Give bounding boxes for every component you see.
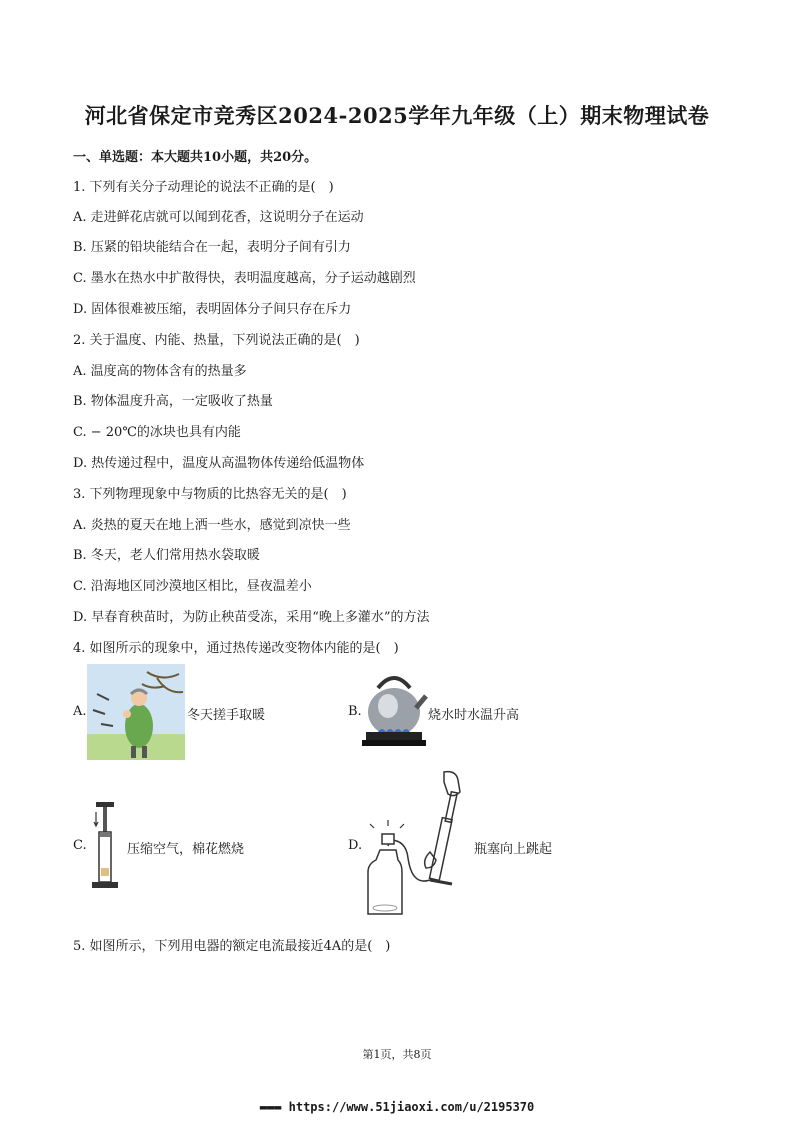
question-4-option-b-letter: B.: [348, 704, 362, 719]
question-5-stem: 5. 如图所示，下列用电器的额定电流最接近4A的是( ): [73, 939, 391, 954]
page-footer: 第1页，共8页: [362, 1048, 432, 1061]
question-2-option-d: D. 热传递过程中，温度从高温物体传递给低温物体: [73, 456, 365, 471]
question-3-option-b: B. 冬天，老人们常用热水袋取暖: [73, 548, 260, 563]
question-1-option-d: D. 固体很难被压缩，表明固体分子间只存在斥力: [73, 302, 352, 317]
exam-title: 河北省保定市竞秀区2024-2025学年九年级（上）期末物理试卷: [84, 103, 710, 128]
question-3-option-c: C. 沿海地区同沙漠地区相比，昼夜温差小: [73, 579, 312, 594]
question-4-option-a-caption: 冬天搓手取暖: [187, 708, 266, 723]
question-1-option-a: A. 走进鲜花店就可以闻到花香，这说明分子在运动: [73, 210, 364, 225]
question-3-option-d: D. 早春育秧苗时，为防止秧苗受冻，采用“晚上多灌水”的方法: [73, 610, 430, 625]
pump-bottle-icon: [360, 768, 470, 918]
person-rubbing-hands-icon: [87, 664, 185, 760]
question-4-option-c-letter: C.: [73, 838, 87, 853]
question-1-stem: 1. 下列有关分子动理论的说法不正确的是( ): [73, 180, 334, 195]
question-2-option-a: A. 温度高的物体含有的热量多: [73, 364, 247, 379]
question-3-stem: 3. 下列物理现象中与物质的比热容无关的是( ): [73, 487, 347, 502]
air-compression-cylinder-icon: [90, 802, 120, 892]
question-4-option-c-caption: 压缩空气，棉花燃烧: [127, 842, 245, 857]
question-3-option-a: A. 炎热的夏天在地上洒一些水，感觉到凉快一些: [73, 518, 351, 533]
watermark-link[interactable]: ▬▬▬ https://www.51jiaoxi.com/u/2195370: [259, 1100, 535, 1114]
question-4-option-b-caption: 烧水时水温升高: [428, 708, 520, 723]
question-2-stem: 2. 关于温度、内能、热量，下列说法正确的是( ): [73, 333, 360, 348]
section-heading: 一、单选题：本大题共10小题，共20分。: [73, 150, 318, 165]
question-2-option-c: C. − 20℃的冰块也具有内能: [73, 425, 241, 440]
question-4-option-d-letter: D.: [348, 838, 363, 853]
question-4-option-a-letter: A.: [73, 704, 87, 719]
question-2-option-b: B. 物体温度升高，一定吸收了热量: [73, 394, 273, 409]
question-1-option-b: B. 压紧的铅块能结合在一起，表明分子间有引力: [73, 240, 351, 255]
question-4-option-d-caption: 瓶塞向上跳起: [474, 842, 553, 857]
question-4-stem: 4. 如图所示的现象中，通过热传递改变物体内能的是( ): [73, 641, 399, 656]
kettle-on-stove-icon: [360, 666, 428, 748]
question-1-option-c: C. 墨水在热水中扩散得快，表明温度越高，分子运动越剧烈: [73, 271, 416, 286]
